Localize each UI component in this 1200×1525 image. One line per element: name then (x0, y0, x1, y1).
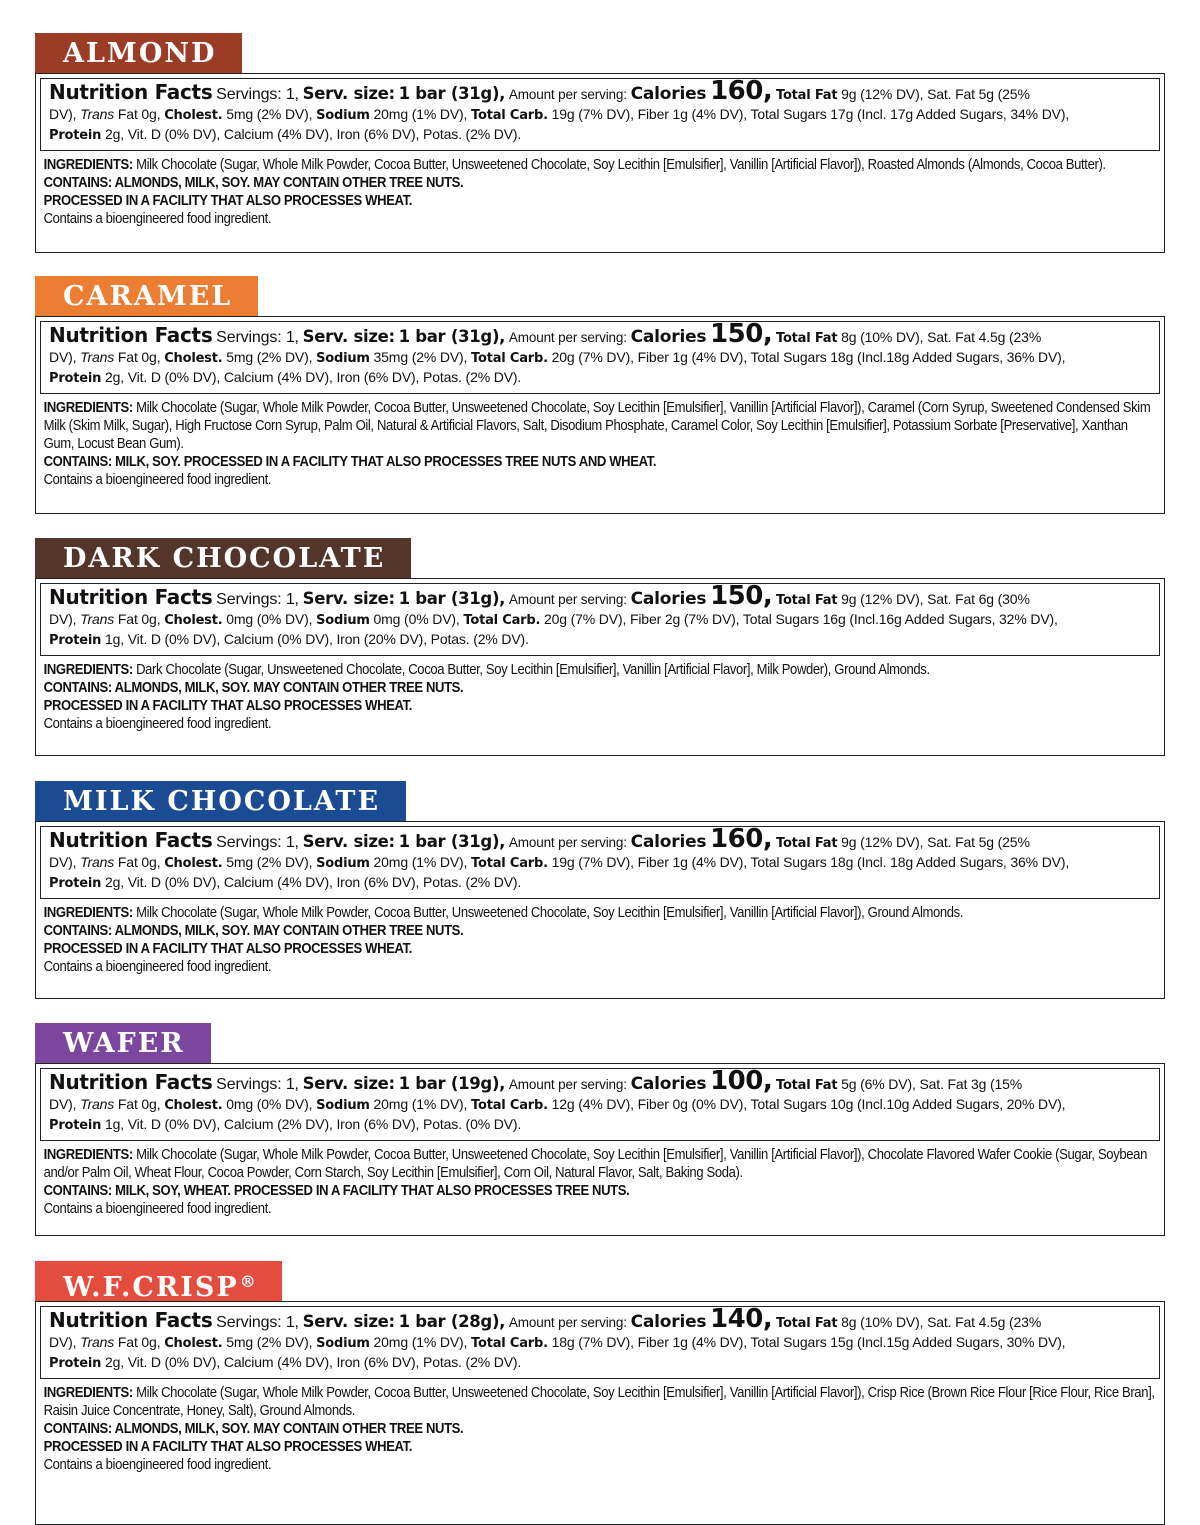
trans-label: Trans (80, 611, 115, 627)
nutrition-facts-box (40, 1306, 1160, 1379)
protein-label: Protein (49, 1118, 102, 1133)
serv-size-value: 1 bar (31g), (398, 84, 506, 103)
total-carb-label: Total Carb. (471, 856, 548, 871)
amount-per-serving: Amount per serving: (508, 1315, 627, 1330)
sodium-value: 20mg (1% DV), (373, 106, 468, 122)
label-panel (35, 821, 1165, 999)
total-fat-value: 8g (10% DV), Sat. Fat 4.5g (23% (841, 1314, 1042, 1330)
allergen-contains: CONTAINS: ALMONDS, MILK, SOY. MAY CONTAIN OTHER TREE NUTS. (43, 175, 464, 191)
trans-fat-value: Fat 0g, (117, 611, 161, 627)
sodium-label: Sodium (316, 108, 370, 123)
allergen-contains: CONTAINS: ALMONDS, MILK, SOY. MAY CONTAIN OTHER TREE NUTS. (43, 680, 464, 696)
ingredients-list: Dark Chocolate (Sugar, Unsweetened Chocolate, Cocoa Butter, Soy Lecithin [Emulsifier], Vanillin [Artificial Flavor], Milk Powder), Ground Almonds. (136, 662, 930, 678)
protein-value: 2g, Vit. D (0% DV), Calcium (4% DV), Iron (6% DV), Potas. (2% DV). (104, 1354, 522, 1370)
bioengineered-statement: Contains a bioengineered food ingredient. (43, 1457, 272, 1473)
servings: Servings: 1, (216, 329, 299, 346)
ingredients-label: INGREDIENTS: (43, 400, 133, 416)
ingredients-text (44, 156, 1160, 174)
dv-continued: DV), (49, 854, 77, 870)
product-name: CARAMEL (63, 281, 233, 312)
trans-fat-value: Fat 0g, (117, 106, 161, 122)
calories-value: 160, (710, 76, 773, 106)
calories-value: 100, (710, 1066, 773, 1096)
serv-size-value: 1 bar (31g), (398, 832, 506, 851)
cholest-label: Cholest. (164, 1336, 223, 1351)
servings: Servings: 1, (216, 591, 299, 608)
product-section (35, 1023, 1165, 1236)
total-carb-value: 20g (7% DV), Fiber 2g (7% DV), Total Sugars 16g (Incl.16g Added Sugars, 32% DV), (543, 611, 1058, 627)
ingredients-label: INGREDIENTS: (43, 662, 133, 678)
nutrition-facts-title: Nutrition Facts (49, 828, 213, 852)
serv-size-label: Serv. size: (302, 1312, 395, 1331)
serv-size-value: 1 bar (31g), (398, 589, 506, 608)
serv-size-value: 1 bar (28g), (398, 1312, 506, 1331)
protein-label: Protein (49, 633, 102, 648)
protein-value: 1g, Vit. D (0% DV), Calcium (0% DV), Iron (20% DV), Potas. (2% DV). (104, 631, 529, 647)
serv-size-label: Serv. size: (302, 327, 395, 346)
ingredients-block (40, 394, 1163, 489)
product-name-tag (35, 1261, 282, 1301)
ingredients-list: Milk Chocolate (Sugar, Whole Milk Powder, Cocoa Butter, Unsweetened Chocolate, Soy Lecithin [Emulsifier], Vanillin [Artificial Flavor]), Chocolate Flavored Wafer Cookie (Sugar, Soybean and/or Palm Oil, Wheat Flour, Cocoa Powder, Corn Starch, Soy Lecithin [Emulsifier], Corn Oil, Natural Flavor, Salt, Baking Soda). (43, 1147, 1147, 1181)
total-carb-label: Total Carb. (471, 108, 548, 123)
protein-label: Protein (49, 1356, 102, 1371)
protein-value: 2g, Vit. D (0% DV), Calcium (4% DV), Iron (6% DV), Potas. (2% DV). (104, 874, 522, 890)
ingredients-text (44, 904, 1160, 922)
trans-label: Trans (80, 349, 115, 365)
product-name-tag (35, 538, 411, 578)
sodium-value: 20mg (1% DV), (373, 1334, 468, 1350)
ingredients-block (40, 656, 1163, 733)
calories-value: 150, (710, 319, 773, 349)
bioengineered-statement: Contains a bioengineered food ingredient. (43, 716, 272, 732)
dv-continued: DV), (49, 106, 77, 122)
trans-label: Trans (80, 854, 115, 870)
protein-label: Protein (49, 876, 102, 891)
ingredients-text (44, 1146, 1160, 1182)
total-fat-label: Total Fat (776, 1316, 838, 1331)
cholest-label: Cholest. (164, 856, 223, 871)
sodium-value: 0mg (0% DV), (373, 611, 460, 627)
amount-per-serving: Amount per serving: (508, 87, 627, 102)
product-name: WAFER (63, 1028, 185, 1059)
product-section (35, 781, 1165, 999)
ingredients-list: Milk Chocolate (Sugar, Whole Milk Powder, Cocoa Butter, Unsweetened Chocolate, Soy Lecithin [Emulsifier], Vanillin [Artificial Flavor]), Caramel (Corn Syrup, Sweetened Condensed Skim Milk (Skim Milk, Sugar), High Fructose Corn Syrup, Palm Oil, Natural & Artificial Flavors, Salt, Disodium Phosphate, Caramel Color, Soy Lecithin [Emulsifier], Potassium Sorbate [Preservative], Xanthan Gum, Locust Bean Gum). (43, 400, 1151, 452)
sodium-label: Sodium (316, 613, 370, 628)
protein-value: 1g, Vit. D (0% DV), Calcium (2% DV), Iron (6% DV), Potas. (0% DV). (104, 1116, 522, 1132)
sodium-label: Sodium (316, 1336, 370, 1351)
nutrition-facts-box (40, 321, 1160, 394)
nutrition-facts-title: Nutrition Facts (49, 80, 213, 104)
allergen-contains: CONTAINS: MILK, SOY. PROCESSED IN A FACILITY THAT ALSO PROCESSES TREE NUTS AND WHEAT. (43, 454, 657, 470)
serv-size-value: 1 bar (19g), (398, 1074, 506, 1093)
facility-statement: PROCESSED IN A FACILITY THAT ALSO PROCESSES WHEAT. (43, 1439, 413, 1455)
protein-label: Protein (49, 371, 102, 386)
trans-fat-value: Fat 0g, (117, 854, 161, 870)
serv-size-label: Serv. size: (302, 832, 395, 851)
total-fat-label: Total Fat (776, 331, 838, 346)
trans-label: Trans (80, 106, 115, 122)
nutrition-facts-box (40, 78, 1160, 151)
dv-continued: DV), (49, 349, 77, 365)
total-fat-value: 9g (12% DV), Sat. Fat 5g (25% (841, 86, 1030, 102)
dv-continued: DV), (49, 611, 77, 627)
bioengineered-statement: Contains a bioengineered food ingredient. (43, 211, 272, 227)
trans-fat-value: Fat 0g, (117, 349, 161, 365)
serv-size-label: Serv. size: (302, 1074, 395, 1093)
ingredients-text (44, 661, 1160, 679)
ingredients-label: INGREDIENTS: (43, 157, 133, 173)
serv-size-label: Serv. size: (302, 589, 395, 608)
calories-label: Calories (630, 589, 707, 609)
protein-value: 2g, Vit. D (0% DV), Calcium (4% DV), Iron (6% DV), Potas. (2% DV). (104, 369, 522, 385)
trans-label: Trans (80, 1096, 115, 1112)
allergen-contains: CONTAINS: ALMONDS, MILK, SOY. MAY CONTAIN OTHER TREE NUTS. (43, 923, 464, 939)
total-carb-value: 20g (7% DV), Fiber 1g (4% DV), Total Sugars 18g (Incl.18g Added Sugars, 36% DV), (551, 349, 1066, 365)
total-fat-value: 9g (12% DV), Sat. Fat 5g (25% (841, 834, 1030, 850)
ingredients-block (40, 899, 1163, 976)
nutrition-facts-title: Nutrition Facts (49, 323, 213, 347)
facility-statement: PROCESSED IN A FACILITY THAT ALSO PROCESSES WHEAT. (43, 941, 413, 957)
dv-continued: DV), (49, 1096, 77, 1112)
total-fat-value: 5g (6% DV), Sat. Fat 3g (15% (841, 1076, 1023, 1092)
total-carb-label: Total Carb. (463, 613, 541, 628)
sodium-label: Sodium (316, 351, 370, 366)
facility-statement: PROCESSED IN A FACILITY THAT ALSO PROCESSES WHEAT. (43, 193, 413, 209)
nutrition-facts-title: Nutrition Facts (49, 585, 213, 609)
product-name-tag (35, 1023, 211, 1063)
ingredients-label: INGREDIENTS: (43, 905, 133, 921)
total-carb-label: Total Carb. (471, 1098, 548, 1113)
sodium-label: Sodium (316, 856, 370, 871)
ingredients-text (44, 399, 1160, 453)
calories-value: 150, (710, 581, 773, 611)
calories-value: 160, (710, 824, 773, 854)
total-fat-label: Total Fat (776, 88, 838, 103)
cholest-value: 5mg (2% DV), (226, 349, 313, 365)
total-carb-label: Total Carb. (471, 1336, 548, 1351)
amount-per-serving: Amount per serving: (508, 1077, 627, 1092)
ingredients-block (40, 151, 1163, 228)
cholest-label: Cholest. (164, 1098, 223, 1113)
product-name: MILK CHOCOLATE (63, 786, 381, 817)
serv-size-label: Serv. size: (302, 84, 395, 103)
allergen-contains: CONTAINS: ALMONDS, MILK, SOY. MAY CONTAIN OTHER TREE NUTS. (43, 1421, 464, 1437)
ingredients-list: Milk Chocolate (Sugar, Whole Milk Powder, Cocoa Butter, Unsweetened Chocolate, Soy Lecithin [Emulsifier], Vanillin [Artificial Flavor]), Crisp Rice (Brown Rice Flour [Rice Flour, Rice Bran], Raisin Juice Concentrate, Honey, Salt), Ground Almonds. (43, 1385, 1155, 1419)
bioengineered-statement: Contains a bioengineered food ingredient. (43, 1201, 272, 1217)
ingredients-list: Milk Chocolate (Sugar, Whole Milk Powder, Cocoa Butter, Unsweetened Chocolate, Soy Lecithin [Emulsifier], Vanillin [Artificial Flavor]), Roasted Almonds (Almonds, Cocoa Butter). (136, 157, 1106, 173)
nutrition-facts-box (40, 583, 1160, 656)
ingredients-label: INGREDIENTS: (43, 1385, 133, 1401)
label-panel (35, 1063, 1165, 1236)
sodium-label: Sodium (316, 1098, 370, 1113)
amount-per-serving: Amount per serving: (508, 835, 627, 850)
facility-statement: PROCESSED IN A FACILITY THAT ALSO PROCESSES WHEAT. (43, 698, 413, 714)
product-name: ALMOND (63, 38, 217, 69)
ingredients-text (44, 1384, 1160, 1420)
calories-value: 140, (710, 1304, 773, 1334)
ingredients-block (40, 1379, 1163, 1474)
product-section (35, 276, 1165, 514)
cholest-value: 5mg (2% DV), (226, 106, 313, 122)
product-name-tag (35, 276, 258, 316)
calories-label: Calories (630, 1312, 707, 1332)
registered-mark: ® (239, 1272, 256, 1291)
product-section (35, 33, 1165, 253)
cholest-label: Cholest. (164, 351, 223, 366)
label-panel (35, 1301, 1165, 1525)
trans-label: Trans (80, 1334, 115, 1350)
ingredients-block (40, 1141, 1163, 1218)
servings: Servings: 1, (216, 1076, 299, 1093)
cholest-label: Cholest. (164, 613, 223, 628)
total-carb-value: 19g (7% DV), Fiber 1g (4% DV), Total Sugars 18g (Incl. 18g Added Sugars, 36% DV), (551, 854, 1070, 870)
total-fat-value: 9g (12% DV), Sat. Fat 6g (30% (841, 591, 1030, 607)
dv-continued: DV), (49, 1334, 77, 1350)
product-name-tag (35, 33, 242, 73)
total-fat-value: 8g (10% DV), Sat. Fat 4.5g (23% (841, 329, 1042, 345)
total-fat-label: Total Fat (776, 836, 838, 851)
total-fat-label: Total Fat (776, 593, 838, 608)
protein-value: 2g, Vit. D (0% DV), Calcium (4% DV), Iron (6% DV), Potas. (2% DV). (104, 126, 522, 142)
servings: Servings: 1, (216, 834, 299, 851)
cholest-value: 0mg (0% DV), (226, 1096, 313, 1112)
cholest-value: 5mg (2% DV), (226, 854, 313, 870)
calories-label: Calories (630, 84, 707, 104)
nutrition-facts-box (40, 1068, 1160, 1141)
amount-per-serving: Amount per serving: (508, 330, 627, 345)
product-section (35, 538, 1165, 756)
bioengineered-statement: Contains a bioengineered food ingredient. (43, 959, 272, 975)
label-panel (35, 316, 1165, 514)
nutrition-facts-title: Nutrition Facts (49, 1308, 213, 1332)
nutrition-facts-title: Nutrition Facts (49, 1070, 213, 1094)
bioengineered-statement: Contains a bioengineered food ingredient. (43, 472, 272, 488)
sodium-value: 20mg (1% DV), (373, 854, 468, 870)
calories-label: Calories (630, 327, 707, 347)
servings: Servings: 1, (216, 86, 299, 103)
ingredients-label: INGREDIENTS: (43, 1147, 133, 1163)
product-section (35, 1261, 1165, 1525)
calories-label: Calories (630, 1074, 707, 1094)
ingredients-list: Milk Chocolate (Sugar, Whole Milk Powder, Cocoa Butter, Unsweetened Chocolate, Soy Lecithin [Emulsifier], Vanillin [Artificial Flavor]), Ground Almonds. (136, 905, 964, 921)
total-carb-value: 18g (7% DV), Fiber 1g (4% DV), Total Sugars 15g (Incl.15g Added Sugars, 30% DV), (551, 1334, 1066, 1350)
nutrition-facts-box (40, 826, 1160, 899)
label-panel (35, 578, 1165, 756)
sodium-value: 35mg (2% DV), (373, 349, 468, 365)
total-carb-value: 12g (4% DV), Fiber 0g (0% DV), Total Sugars 10g (Incl.10g Added Sugars, 20% DV), (551, 1096, 1066, 1112)
total-fat-label: Total Fat (776, 1078, 838, 1093)
protein-label: Protein (49, 128, 102, 143)
trans-fat-value: Fat 0g, (117, 1334, 161, 1350)
cholest-value: 5mg (2% DV), (226, 1334, 313, 1350)
amount-per-serving: Amount per serving: (508, 592, 627, 607)
product-name-tag (35, 781, 406, 821)
sodium-value: 20mg (1% DV), (373, 1096, 468, 1112)
product-name: W.F.CRISP (63, 1272, 239, 1303)
cholest-value: 0mg (0% DV), (226, 611, 313, 627)
allergen-contains: CONTAINS: MILK, SOY, WHEAT. PROCESSED IN A FACILITY THAT ALSO PROCESSES TREE NUTS. (43, 1183, 630, 1199)
label-panel (35, 73, 1165, 253)
cholest-label: Cholest. (164, 108, 223, 123)
calories-label: Calories (630, 832, 707, 852)
total-carb-label: Total Carb. (471, 351, 548, 366)
serv-size-value: 1 bar (31g), (398, 327, 506, 346)
total-carb-value: 19g (7% DV), Fiber 1g (4% DV), Total Sugars 17g (Incl. 17g Added Sugars, 34% DV), (551, 106, 1070, 122)
trans-fat-value: Fat 0g, (117, 1096, 161, 1112)
product-name: DARK CHOCOLATE (63, 543, 386, 574)
servings: Servings: 1, (216, 1314, 299, 1331)
